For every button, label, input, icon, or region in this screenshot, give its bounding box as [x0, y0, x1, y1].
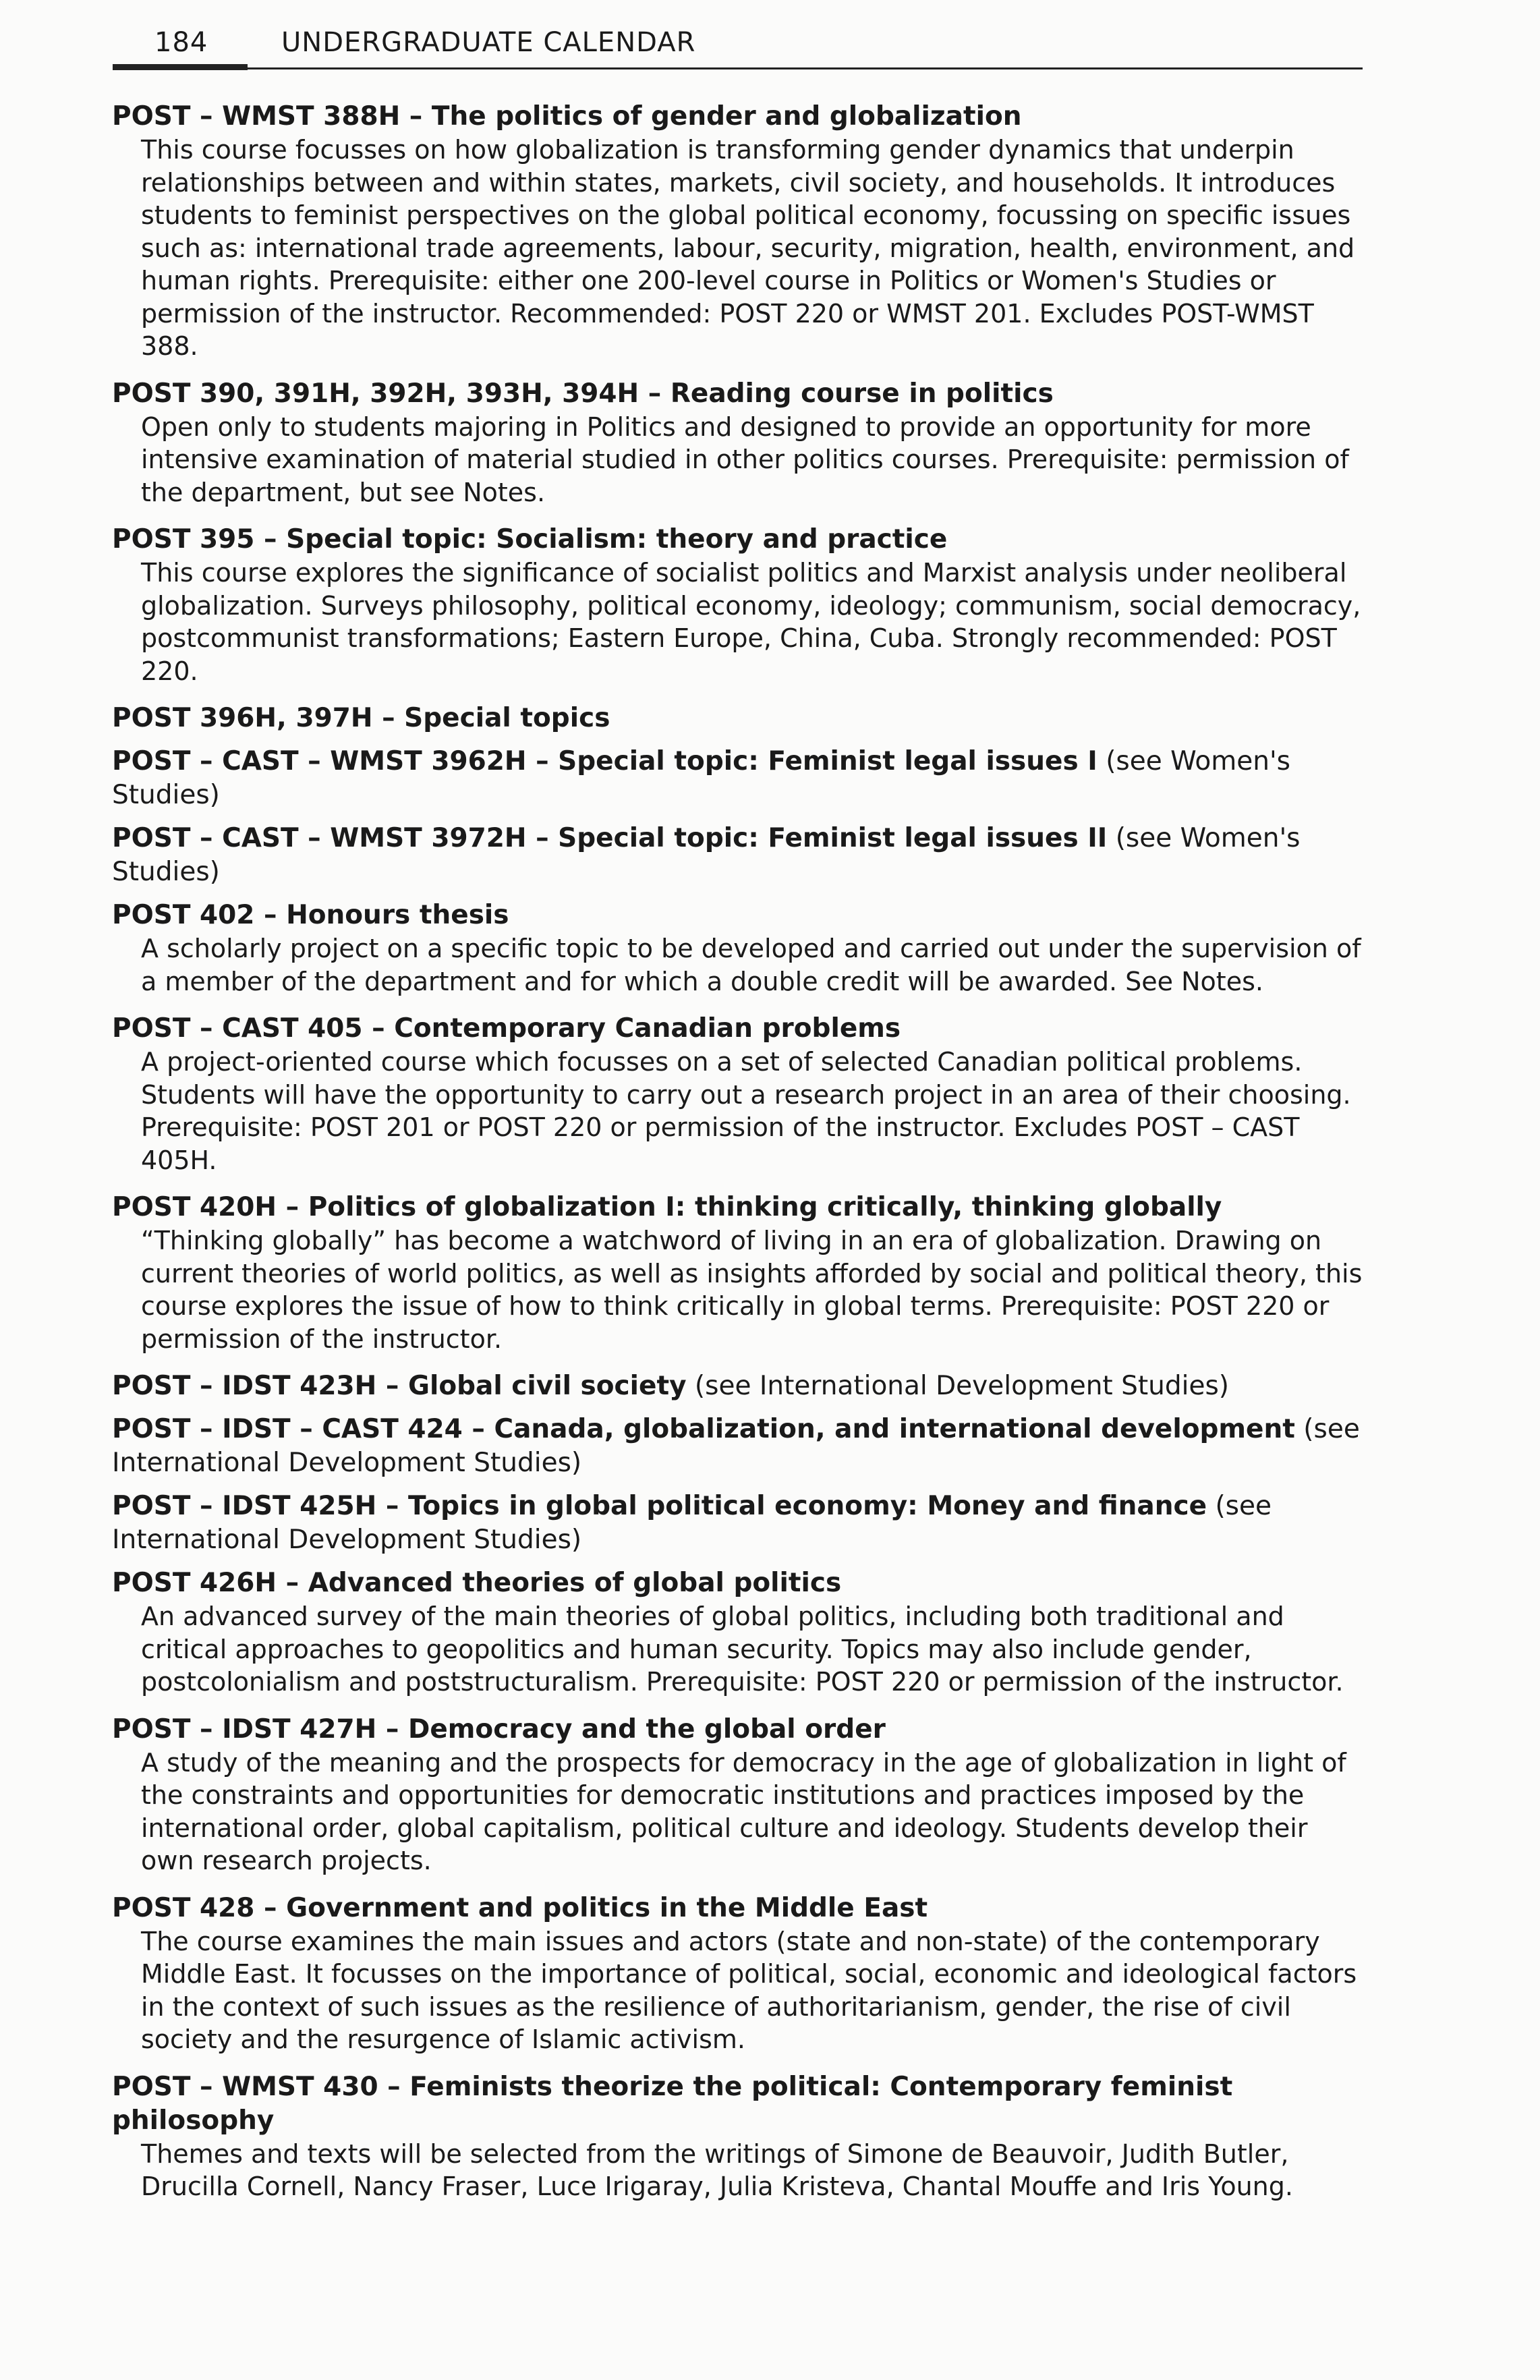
course-title: POST – IDST 427H – Democracy and the global order: [112, 1713, 886, 1745]
course-description: This course explores the significance of socialist politics and Marxist analysis under neoliberal globalization. Surveys philosophy, political economy, ideology; communism, social democracy, postcommunist transformations; Eastern Europe, China, Cuba. Strongly recommended: POST 220.: [141, 558, 1361, 686]
course-description: This course focusses on how globalization is transforming gender dynamics that underpin relationships between and within states, markets, civil society, and households. It introduces students to feminist perspectives on the global political economy, focussing on specific issues such as: international trade agreements, labour, security, migration, health, environment, and human rights. Prerequisite: either one 200-level course in Politics or Women's Studies or permission of the instructor. Recommended: POST 220 or WMST 201. Excludes POST-WMST 388.: [141, 135, 1355, 361]
course-description: “Thinking globally” has become a watchword of living in an era of globalization. Drawing on current theories of world politics, as well as insights afforded by social and political theory, this course explores the issue of how to think critically in global terms. Prerequisite: POST 220 or permission of the instructor.: [141, 1226, 1363, 1354]
course-title: POST 426H – Advanced theories of global politics: [112, 1568, 842, 1598]
course-entry: [112, 100, 1367, 363]
course-entry: [112, 1892, 1367, 2056]
course-entry: [112, 1490, 1367, 1557]
running-title: UNDERGRADUATE CALENDAR: [281, 27, 696, 58]
course-entry: [112, 2070, 1367, 2203]
course-description: A study of the meaning and the prospects for democracy in the age of globalization in light of the constraints and opportunities for democratic institutions and practices imposed by the international order, global capitalism, political culture and ideology. Students develop their own research projects.: [141, 1747, 1346, 1875]
header-rule: [113, 67, 1363, 69]
course-entry: [112, 523, 1367, 687]
course-entry: [112, 899, 1367, 998]
course-entry: [112, 1566, 1367, 1699]
course-description: An advanced survey of the main theories of global politics, including both traditional and critical approaches to geopolitics and human security. Topics may also include gender, postcolonialism and poststructuralism. Prerequisite: POST 220 or permission of the instructor.: [141, 1602, 1344, 1697]
course-title: POST – WMST 388H – The politics of gender and globalization: [112, 101, 1022, 132]
course-title: POST 428 – Government and politics in the Middle East: [112, 1892, 928, 1923]
course-title: POST – CAST – WMST 3972H – Special topic: Feminist legal issues II (see Women's Studies): [112, 823, 1301, 887]
course-title: POST – CAST 405 – Contemporary Canadian problems: [112, 1013, 901, 1044]
course-entry: [112, 1012, 1367, 1177]
course-title: POST 420H – Politics of globalization I: thinking critically, thinking globally: [112, 1192, 1222, 1222]
page-number: 184: [154, 27, 208, 58]
course-title: POST – IDST 425H – Topics in global political economy: Money and finance (see International Development Studies): [112, 1491, 1272, 1555]
course-entry: [112, 702, 1367, 735]
course-list: [112, 100, 1367, 2217]
course-entry: [112, 1713, 1367, 1877]
course-entry: [112, 1369, 1367, 1403]
course-entry: [112, 745, 1367, 812]
course-description: Open only to students majoring in Politics and designed to provide an opportunity for more intensive examination of material studied in other politics courses. Prerequisite: permission of the department, but see Notes.: [141, 412, 1349, 507]
course-title: POST 390, 391H, 392H, 393H, 394H – Reading course in politics: [112, 378, 1054, 409]
course-description: A project-oriented course which focusses on a set of selected Canadian political problems. Students will have the opportunity to carry out a research project in an area of their choosing. Prerequisite: POST 201 or POST 220 or permission of the instructor. Excludes POST – CAST 405H.: [141, 1047, 1351, 1175]
course-title: POST 395 – Special topic: Socialism: theory and practice: [112, 524, 948, 555]
course-title: POST 396H, 397H – Special topics: [112, 703, 610, 733]
course-title: POST – CAST – WMST 3962H – Special topic: Feminist legal issues I (see Women's Studies): [112, 746, 1290, 810]
course-entry: [112, 1191, 1367, 1355]
page-header: [113, 23, 1363, 70]
course-title: POST 402 – Honours thesis: [112, 900, 509, 930]
course-entry: [112, 377, 1367, 509]
course-title: POST – IDST 423H – Global civil society (see International Development Studies): [112, 1371, 1229, 1401]
course-description: Themes and texts will be selected from the writings of Simone de Beauvoir, Judith Butler, Drucilla Cornell, Nancy Fraser, Luce Irigaray, Julia Kristeva, Chantal Mouffe and Iris Young.: [141, 2138, 1293, 2201]
course-title: POST – IDST – CAST 424 – Canada, globalization, and international development (see International Development Studies): [112, 1414, 1360, 1478]
course-entry: [112, 822, 1367, 889]
course-title: POST – WMST 430 – Feminists theorize the political: Contemporary feminist philosophy: [112, 2071, 1233, 2136]
course-description: The course examines the main issues and actors (state and non-state) of the contemporary Middle East. It focusses on the importance of political, social, economic and ideological factors in the context of such issues as the resilience of authoritarianism, gender, the rise of civil society and the resurgence of Islamic activism.: [141, 1926, 1357, 2054]
course-entry: [112, 1413, 1367, 1480]
course-description: A scholarly project on a specific topic to be developed and carried out under the supervision of a member of the department and for which a double credit will be awarded. See Notes.: [141, 934, 1361, 996]
